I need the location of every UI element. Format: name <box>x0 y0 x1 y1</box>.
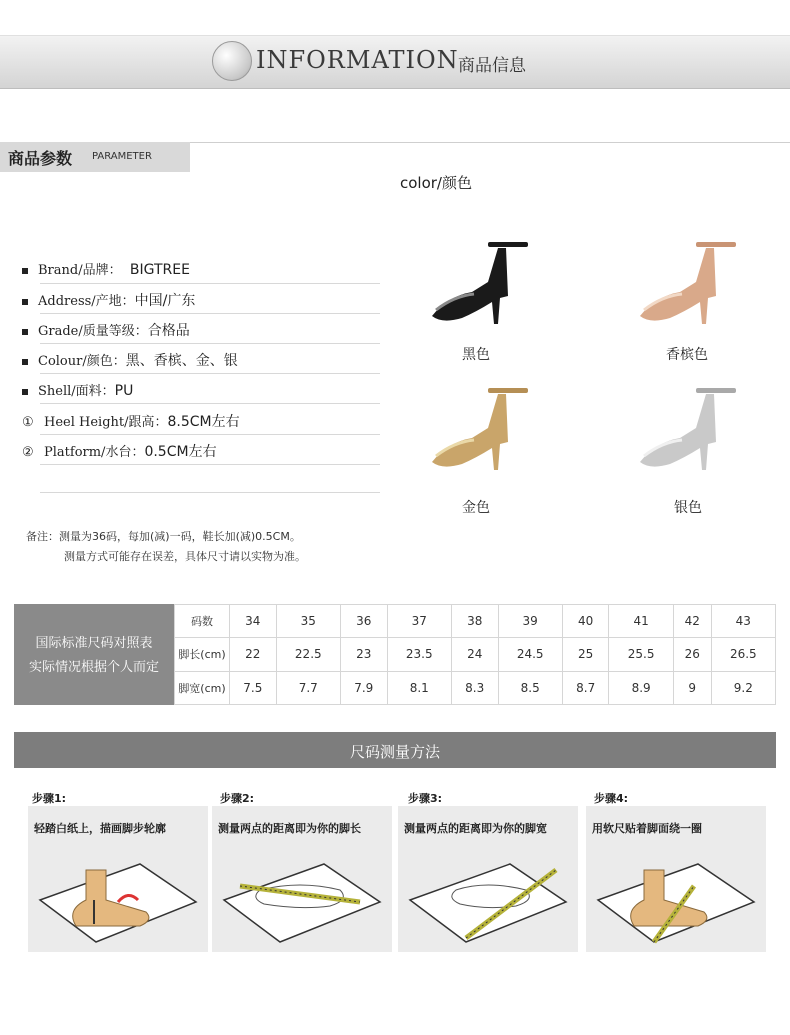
table-cell: 8.3 <box>451 671 498 704</box>
divider <box>40 464 380 465</box>
row-header: 脚宽(cm) <box>175 671 230 704</box>
banner-title-cn: 商品信息 <box>458 56 526 76</box>
table-cell: 26.5 <box>711 638 775 671</box>
bullet-icon <box>22 268 28 274</box>
spec-shell <box>22 380 133 399</box>
table-cell: 42 <box>673 605 711 638</box>
foot-outline-illustration <box>36 850 200 944</box>
spec-address <box>22 290 195 310</box>
table-cell: 8.5 <box>498 671 562 704</box>
table-cell: 7.5 <box>230 671 277 704</box>
color-label-silver: 银色 <box>674 500 702 516</box>
foot-width-illustration <box>406 850 570 944</box>
divider <box>40 343 380 344</box>
bullet-icon <box>22 389 28 395</box>
size-chart-subtitle: 实际情况根据个人而定 <box>28 660 159 675</box>
table-cell: 22.5 <box>276 638 340 671</box>
bullet-icon <box>22 329 28 335</box>
step-4-text: 用软尺贴着脚面绕一圈 <box>592 822 702 835</box>
shoe-image-gold <box>428 382 528 472</box>
row-header: 码数 <box>175 605 230 638</box>
table-cell: 39 <box>498 605 562 638</box>
step-3-heading: 步骤3: <box>408 792 443 805</box>
measure-section-title: 尺码测量方法 <box>349 743 440 761</box>
spec-value: BIGTREE <box>129 262 190 278</box>
table-cell: 7.7 <box>276 671 340 704</box>
shoe-image-silver <box>636 382 736 472</box>
row-header: 脚长(cm) <box>175 638 230 671</box>
spec-label: Platform/水台： <box>44 445 145 460</box>
step-2-card <box>212 806 392 952</box>
table-cell: 25.5 <box>609 638 673 671</box>
spec-label: Grade/质量等级： <box>38 324 148 339</box>
step-4-card <box>586 806 766 952</box>
step-2-heading: 步骤2: <box>220 792 255 805</box>
step-3-card <box>398 806 578 952</box>
spec-platform <box>22 441 217 461</box>
divider <box>40 283 380 284</box>
table-cell: 7.9 <box>340 671 387 704</box>
table-cell: 37 <box>387 605 451 638</box>
information-banner <box>0 35 790 89</box>
shoe-image-champagne <box>636 236 736 326</box>
table-cell: 23 <box>340 638 387 671</box>
table-cell: 38 <box>451 605 498 638</box>
spec-brand <box>22 259 190 278</box>
spec-value: 0.5CM左右 <box>144 444 217 460</box>
table-cell: 26 <box>673 638 711 671</box>
size-chart-title: 国际标准尺码对照表 <box>35 636 153 651</box>
table-cell: 25 <box>562 638 609 671</box>
table-cell: 9.2 <box>711 671 775 704</box>
step-1-text: 轻踏白纸上，描画脚步轮廓 <box>34 822 166 835</box>
banner-circle-ornament <box>212 41 252 81</box>
table-row <box>175 671 776 704</box>
divider <box>40 434 380 435</box>
bullet-icon <box>22 299 28 305</box>
table-cell: 24 <box>451 638 498 671</box>
spec-marker: ① <box>22 415 34 430</box>
spec-heel-height <box>22 411 240 431</box>
step-1-card <box>28 806 208 952</box>
spec-value: 合格品 <box>147 323 190 339</box>
size-chart-table <box>174 604 776 705</box>
table-cell: 24.5 <box>498 638 562 671</box>
table-cell: 41 <box>609 605 673 638</box>
banner-title: INFORMATION <box>256 46 459 74</box>
table-row <box>175 638 776 671</box>
table-cell: 34 <box>230 605 277 638</box>
step-3-text: 测量两点的距离即为你的脚宽 <box>404 822 547 835</box>
spec-label: Address/产地： <box>38 294 135 309</box>
spec-value: 8.5CM左右 <box>167 414 240 430</box>
spec-label: Brand/品牌： <box>38 263 122 278</box>
shoe-image-black <box>428 236 528 326</box>
parameter-heading <box>0 142 190 172</box>
color-label-black: 黑色 <box>462 347 490 363</box>
spec-value: 中国/广东 <box>134 293 196 309</box>
step-4-heading: 步骤4: <box>594 792 629 805</box>
spec-value: PU <box>114 383 134 399</box>
divider <box>40 492 380 493</box>
spec-grade <box>22 320 190 340</box>
parameter-heading-cn: 商品参数 <box>8 149 73 168</box>
note-line-2: 测量方式可能存在误差，具体尺寸请以实物为准。 <box>64 550 306 563</box>
divider <box>40 313 380 314</box>
table-cell: 9 <box>673 671 711 704</box>
spec-label: Colour/颜色： <box>38 354 126 369</box>
table-cell: 40 <box>562 605 609 638</box>
table-row <box>175 605 776 638</box>
foot-circumference-illustration <box>594 850 758 944</box>
table-cell: 8.1 <box>387 671 451 704</box>
divider <box>40 403 380 404</box>
table-cell: 8.9 <box>609 671 673 704</box>
parameter-heading-en: PARAMETER <box>92 151 152 162</box>
spec-marker: ② <box>22 445 34 460</box>
table-cell: 35 <box>276 605 340 638</box>
foot-length-illustration <box>220 850 384 944</box>
size-chart-title-panel <box>14 604 174 705</box>
spec-colour <box>22 350 238 370</box>
note-line-1: 备注：测量为36码，每加(减)一码，鞋长加(减)0.5CM。 <box>26 530 301 543</box>
table-cell: 8.7 <box>562 671 609 704</box>
color-label-gold: 金色 <box>462 500 490 516</box>
step-2-text: 测量两点的距离即为你的脚长 <box>218 822 361 835</box>
color-title: color/颜色 <box>400 174 472 192</box>
spec-label: Shell/面料： <box>38 384 115 399</box>
step-1-heading: 步骤1: <box>32 792 67 805</box>
divider <box>40 373 380 374</box>
table-cell: 36 <box>340 605 387 638</box>
color-label-champagne: 香槟色 <box>666 347 708 363</box>
table-cell: 43 <box>711 605 775 638</box>
spec-label: Heel Height/跟高： <box>44 415 168 430</box>
spec-value: 黑、香槟、金、银 <box>125 353 238 369</box>
bullet-icon <box>22 359 28 365</box>
table-cell: 23.5 <box>387 638 451 671</box>
table-cell: 22 <box>230 638 277 671</box>
